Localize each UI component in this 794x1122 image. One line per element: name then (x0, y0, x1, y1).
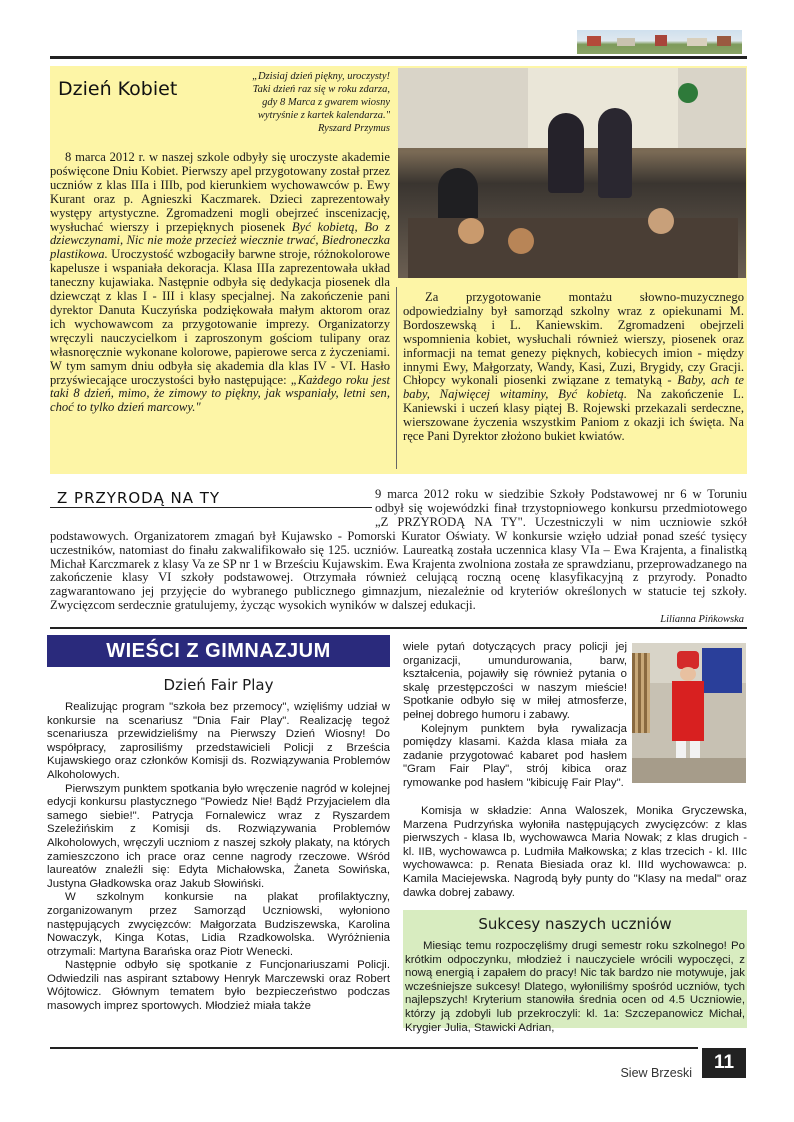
section-banner: WIEŚCI Z GIMNAZJUM (47, 635, 390, 667)
ceremony-photo (398, 68, 746, 278)
header-landscape-image (577, 30, 742, 54)
body-text: 9 marca 2012 roku w siedzibie Szkoły Podstawowej nr 6 w Toruniu odbył się wojewódzki finał trzystopniowego konkursu przedmiotowego „Z PRZYRODĄ NA TY". Uczestniczyli w nim uczniowie szkół podstawowych. Organizatorem zmagań był Kujawsko - Pomorski Kurator Oświaty. W konkursie wzięło udział ponad sześć tysięcy uczestników, natomiast do finału zakwalifikowało się 125. uczniów. Laureatką została uczennica klasy VIa – Ewa Krajenta, a finalistką Michał Karczmarek z klasy Va ze SP nr 1 w Brześciu Kujawskim. Ewa Krajenta zwolniona została ze sprawdzianu, przeprowadzanego na zakończenie klasy VI szkoły podstawowej. Otrzymała również celującą roczną ocenę klasyfikacyjną z przyrody. Ponadto zagwarantowano jej przyjęcie do wybranego publicznego gimnazjum, niezależnie od kryteriów określonych w statucie tej szkoły. Zwycięzcom serdecznie gratulujemy, życząc wysokich wyników w dalszej edukacji. (50, 487, 747, 613)
song-titles: Być kobietą, Bo z dziewczynami, Nic nie może przecież wiecznie trwać, Biedroneczka plastikowa. (50, 219, 390, 262)
article3-right-bottom (403, 805, 747, 900)
body-text: Za przygotowanie montażu słowno-muzycznego odpowiedzialny był samorząd szkolny wraz z opiekunami M. Bordoszewską i L. Kaniewskim. Zgromadzeni obejrzeli wspomnienia kobiet, wysłuchali również wierszy, piosenek oraz informacji na temat genezy pięknych, kobiecych imion - między innymi Ewy, Małgorzaty, Wandy, Kasi, Zuzi, Brygidy, czy Gracji. Chłopcy wykonali piosenki związane z tematyką - (403, 290, 744, 388)
quote-line: wytryśnie z kartek kalendarza." (257, 110, 390, 121)
article1-right-column (403, 291, 744, 444)
footer-rule (50, 1047, 698, 1049)
fair-play-photo (632, 643, 746, 783)
article-title: Dzień Fair Play (163, 676, 274, 694)
article4-body (405, 940, 745, 1035)
body-text: Komisja w składzie: Anna Waloszek, Monika Gryczewska, Marzena Pudrzyńska wyłoniła następujących zwycięzców: z klas pierwszych - klasa Ib, wychowawca Maria Nowak; z klas drugich - kl. IIB, wychowawca p. Ludmiła Małkowska; z klas trzecich - kl. IIIc wychowawca: p. Renata Biesiada oraz kl. IIId wychowawca: p. Kamila Maciejewska. Nagrodą były punty do "Klasy na medal" oraz dawka dobrej zabawy. (403, 805, 747, 899)
quote-author: Ryszard Przymus (317, 123, 390, 134)
header-rule (50, 56, 747, 59)
article2-body (50, 488, 747, 613)
publication-name: Siew Brzeski (620, 1066, 692, 1080)
body-text: Następnie odbyło się spotkanie z Funcjonariuszami Policji. Odwiedzili nas aspirant sztabowy Henryk Marczewski oraz Robert Wójtowicz. Głównym tematem było bezpieczeństwo podczas masowych imprez sportowych. Młodzież miała także (47, 959, 390, 1013)
quote-line: Taki dzień raz się w roku zdarza, (252, 84, 390, 95)
body-text: Kolejnym punktem była rywalizacja pomiędzy klasami. Każda klasa miała za zadanie przygotować kabaret pod hasłem "Gram Fair Play", strój kibica oraz rymowanke pod hasłem "kibicuję Fair Play". (403, 722, 627, 789)
article-title: Z PRZYRODĄ NA TY (57, 489, 221, 507)
section-rule (50, 627, 747, 629)
body-text: W szkolnym konkursie na plakat profilaktyczny, zorganizowanym przez Samorząd Uczniowski, wyłoniono następujących zwycięzców: Małgorzata Budziszewska, Karolina Nowaczyk, Kinga Kotas, Lidia Rzadkowolska. Wyróżnienia otrzymali: Martyna Barańska oraz Piotr Wenecki. (47, 891, 390, 958)
article-title: Sukcesy naszych uczniów (478, 915, 672, 933)
body-text: Uroczystość wzbogaciły barwne stroje, różnokolorowe kapelusze i wspaniała dekoracja. Klasa IIIa zaprezentowała układ taneczny kujawiaka. Następnie odbyła się dedykacja piosenek dla dziewcząt z klas I - III i klasy specjalnej. Na zakończenie pani dyrektor Danuta Kuczyńska podziękowała małym aktorom oraz ich wychowawcom za przygotowanie imprezy. Organizatorzy wręczyli nauczycielkom i zaproszonym gościom tulipany oraz własnoręcznie wykonane kolorowe, papierowe serca z życzeniami. W tym samym dniu odbyła się akademia dla klas IV - VI. Hasło przyświecające uroczystości było następujące: (50, 247, 390, 387)
body-text: wiele pytań dotyczących pracy policji jej organizacji, umundurowania, barw, kształcenia, pojawiły się również pytania o skalę przestępczości w naszym mieście! Spotkanie odbyło się w miłej atmosferze, pełnej dobrego humoru i zabawy. (403, 641, 627, 721)
body-text: Na zakończenie L. Kaniewski i uczeń klasy piątej B. Rojewski przekazali serdeczne, wierszowane życzenia wszystkim Paniom z okazji ich święta. Na ręce Pani Dyrektor złożono bukiet kwiatów. (403, 387, 744, 444)
body-text: Miesiąc temu rozpoczęliśmy drugi semestr roku szkolnego! Po krótkim odpoczynku, młodzież i nauczyciele wrócili wypoczęci, z nową energią i zapałem do pracy! Nic tak bardzo nie motywuje, jak wcześniejsze sukcesy! Dlatego, wyłoniliśmy spośród uczniów, tych najlepszych! Kryterium stanowiła średnia ocen od 4.5 Uczniowie, którzy ją zdobyli lub przekroczyli: kl. 1a: Szczepanowicz Michał, Krygier Julia, Stawicki Adrian, (405, 940, 745, 1034)
quote-line: gdy 8 Marca z gwarem wiosny (262, 97, 390, 108)
article-title: Dzień Kobiet (58, 78, 178, 100)
song-titles: Baby, ach te baby, Najwięcej witaminy, Być kobietą. (403, 373, 744, 402)
article3-right-top (403, 641, 627, 791)
article3-left-column (47, 701, 390, 1014)
body-text: Realizując program "szkoła bez przemocy", wzięliśmy udział w konkursie na scenariusz "Dnia Fair Play". Realizację tegoż scenariusza przewidzieliśmy na Pierwszy Dzień Wiosny! Do współpracy, zaprosiliśmy przedstawicieli Policji z Brześcia Kujawskiego oraz członków Komisji ds. Rozwiązywania Problemów Alkoholowych. (47, 701, 390, 781)
body-text: Pierwszym punktem spotkania było wręczenie nagród w kolejnej edycji konkursu plastycznego "Powiedz Nie! Bądź Przyjacielem dla samego siebie!". Patrycja Fornalewicz wraz z Ryszardem Szeleźińskim z Komisji ds. Rozwiązywania Problemów Alkoholowych, wręczyli uczniom z naszej szkoły plakaty, na których zamieszczono ich prace oraz cenne nagrody rzeczowe. Wśród laureatów znaleźli się: Edyta Michałowska, Żaneta Sowińska, Justyna Gładkowska oraz Jakub Słowiński. (47, 782, 390, 890)
body-text: 8 marca 2012 r. w naszej szkole odbyły się uroczyste akademie poświęcone Dniu Kobiet. Pierwszy apel przygotowany został przez uczniów z klas IIIa i IIIb, pod kierunkiem wychowawców p. Ewy Kurant oraz p. Agnieszki Kaczmarek. Dzieci zaprezentowały występy artystyczne. Zgromadzeni mogli obejrzeć inscenizację, wysłuchać wierszy i przepięknych piosenek (50, 150, 390, 234)
column-divider (396, 287, 397, 469)
article1-left-column (50, 151, 390, 415)
page-number: 11 (702, 1048, 746, 1078)
poem-quote (190, 70, 390, 135)
quote-line: „Dzisiaj dzień piękny, uroczysty! (252, 71, 390, 82)
motto-text: „Każdego roku jest taki 8 dzień, mimo, że zimowy to piękny, jak wspaniały, letni sen, choć to tylko dzień marcowy." (50, 372, 390, 415)
article-author: Lilianna Pińkowska (660, 614, 744, 625)
